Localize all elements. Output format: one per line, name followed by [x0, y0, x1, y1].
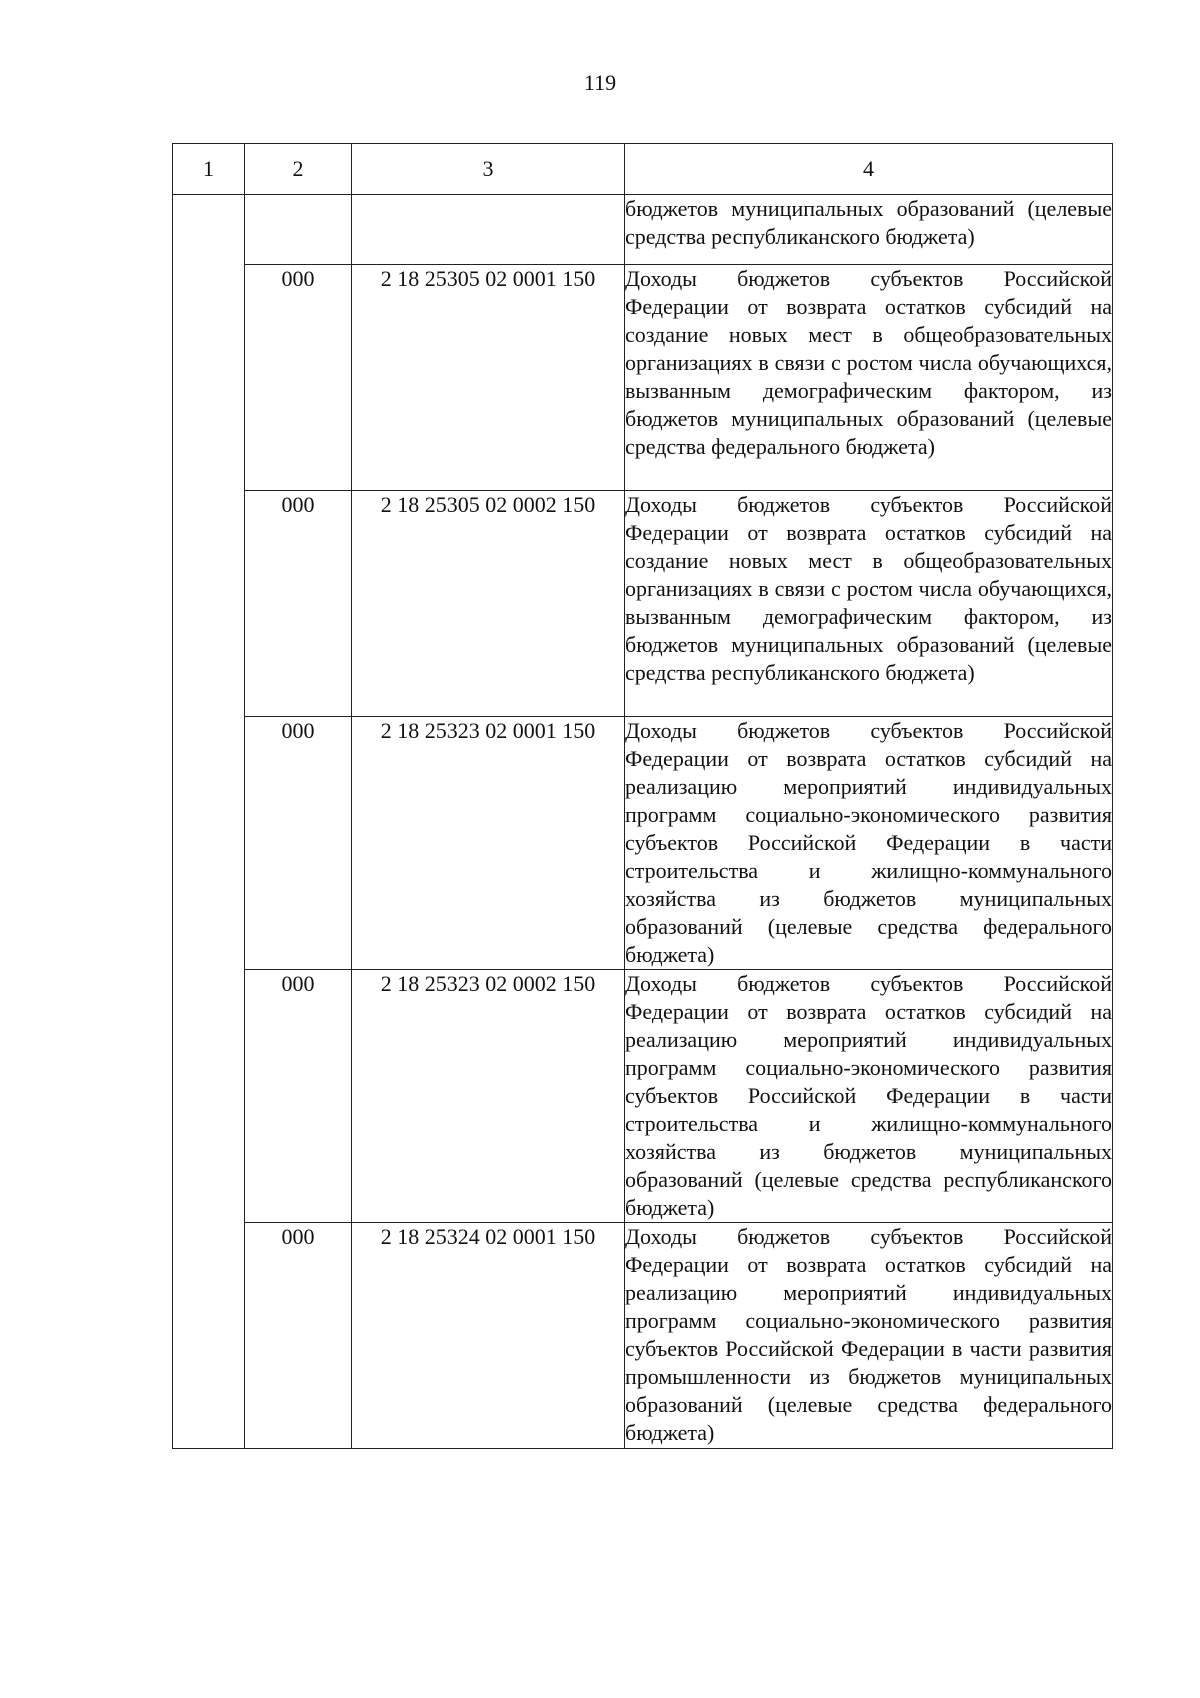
table-row	[173, 970, 1113, 1223]
header-col-3: 3	[352, 144, 625, 195]
admin-code-cell: 000	[245, 265, 352, 491]
budget-code-cell: 2 18 25323 02 0001 150	[352, 717, 625, 970]
table-header	[173, 144, 1113, 195]
header-col-4: 4	[625, 144, 1113, 195]
table-row	[173, 491, 1113, 717]
page-number: 119	[583, 70, 617, 95]
header-col-2: 2	[245, 144, 352, 195]
description-cell: Доходы бюджетов субъектов Российской Федерации от возврата остатков субсидий на реализацию мероприятий индивидуальных программ социально-экономического развития субъектов Российской Федерации в части строительства и жилищно-коммунального хозяйства из бюджетов муниципальных образований (целевые средства республиканского бюджета)	[625, 970, 1113, 1223]
budget-code-cell	[352, 195, 625, 265]
budget-code-cell: 2 18 25305 02 0002 150	[352, 491, 625, 717]
budget-code-cell: 2 18 25305 02 0001 150	[352, 265, 625, 491]
admin-code-cell: 000	[245, 1223, 352, 1449]
admin-code-cell: 000	[245, 970, 352, 1223]
description-cell: Доходы бюджетов субъектов Российской Федерации от возврата остатков субсидий на реализацию мероприятий индивидуальных программ социально-экономического развития субъектов Российской Федерации в части развития промышленности из бюджетов муниципальных образований (целевые средства федерального бюджета)	[625, 1223, 1113, 1449]
admin-code-cell	[245, 195, 352, 265]
col-1-merged-cell	[173, 195, 245, 1449]
description-cell: бюджетов муниципальных образований (целевые средства республиканского бюджета)	[625, 195, 1113, 265]
budget-codes-table	[172, 143, 1113, 1449]
description-cell: Доходы бюджетов субъектов Российской Федерации от возврата остатков субсидий на реализацию мероприятий индивидуальных программ социально-экономического развития субъектов Российской Федерации в части строительства и жилищно-коммунального хозяйства из бюджетов муниципальных образований (целевые средства федерального бюджета)	[625, 717, 1113, 970]
description-cell: Доходы бюджетов субъектов Российской Федерации от возврата остатков субсидий на создание новых мест в общеобразовательных организациях в связи с ростом числа обучающихся, вызванным демографическим фактором, из бюджетов муниципальных образований (целевые средства федерального бюджета)	[625, 265, 1113, 491]
table-body	[173, 195, 1113, 1449]
header-col-1: 1	[173, 144, 245, 195]
header-row	[173, 144, 1113, 195]
description-cell: Доходы бюджетов субъектов Российской Федерации от возврата остатков субсидий на создание новых мест в общеобразовательных организациях в связи с ростом числа обучающихся, вызванным демографическим фактором, из бюджетов муниципальных образований (целевые средства республиканского бюджета)	[625, 491, 1113, 717]
table-row	[173, 195, 1113, 265]
table-row	[173, 717, 1113, 970]
table-row	[173, 265, 1113, 491]
admin-code-cell: 000	[245, 491, 352, 717]
budget-code-cell: 2 18 25323 02 0002 150	[352, 970, 625, 1223]
budget-code-cell: 2 18 25324 02 0001 150	[352, 1223, 625, 1449]
admin-code-cell: 000	[245, 717, 352, 970]
table-row	[173, 1223, 1113, 1449]
